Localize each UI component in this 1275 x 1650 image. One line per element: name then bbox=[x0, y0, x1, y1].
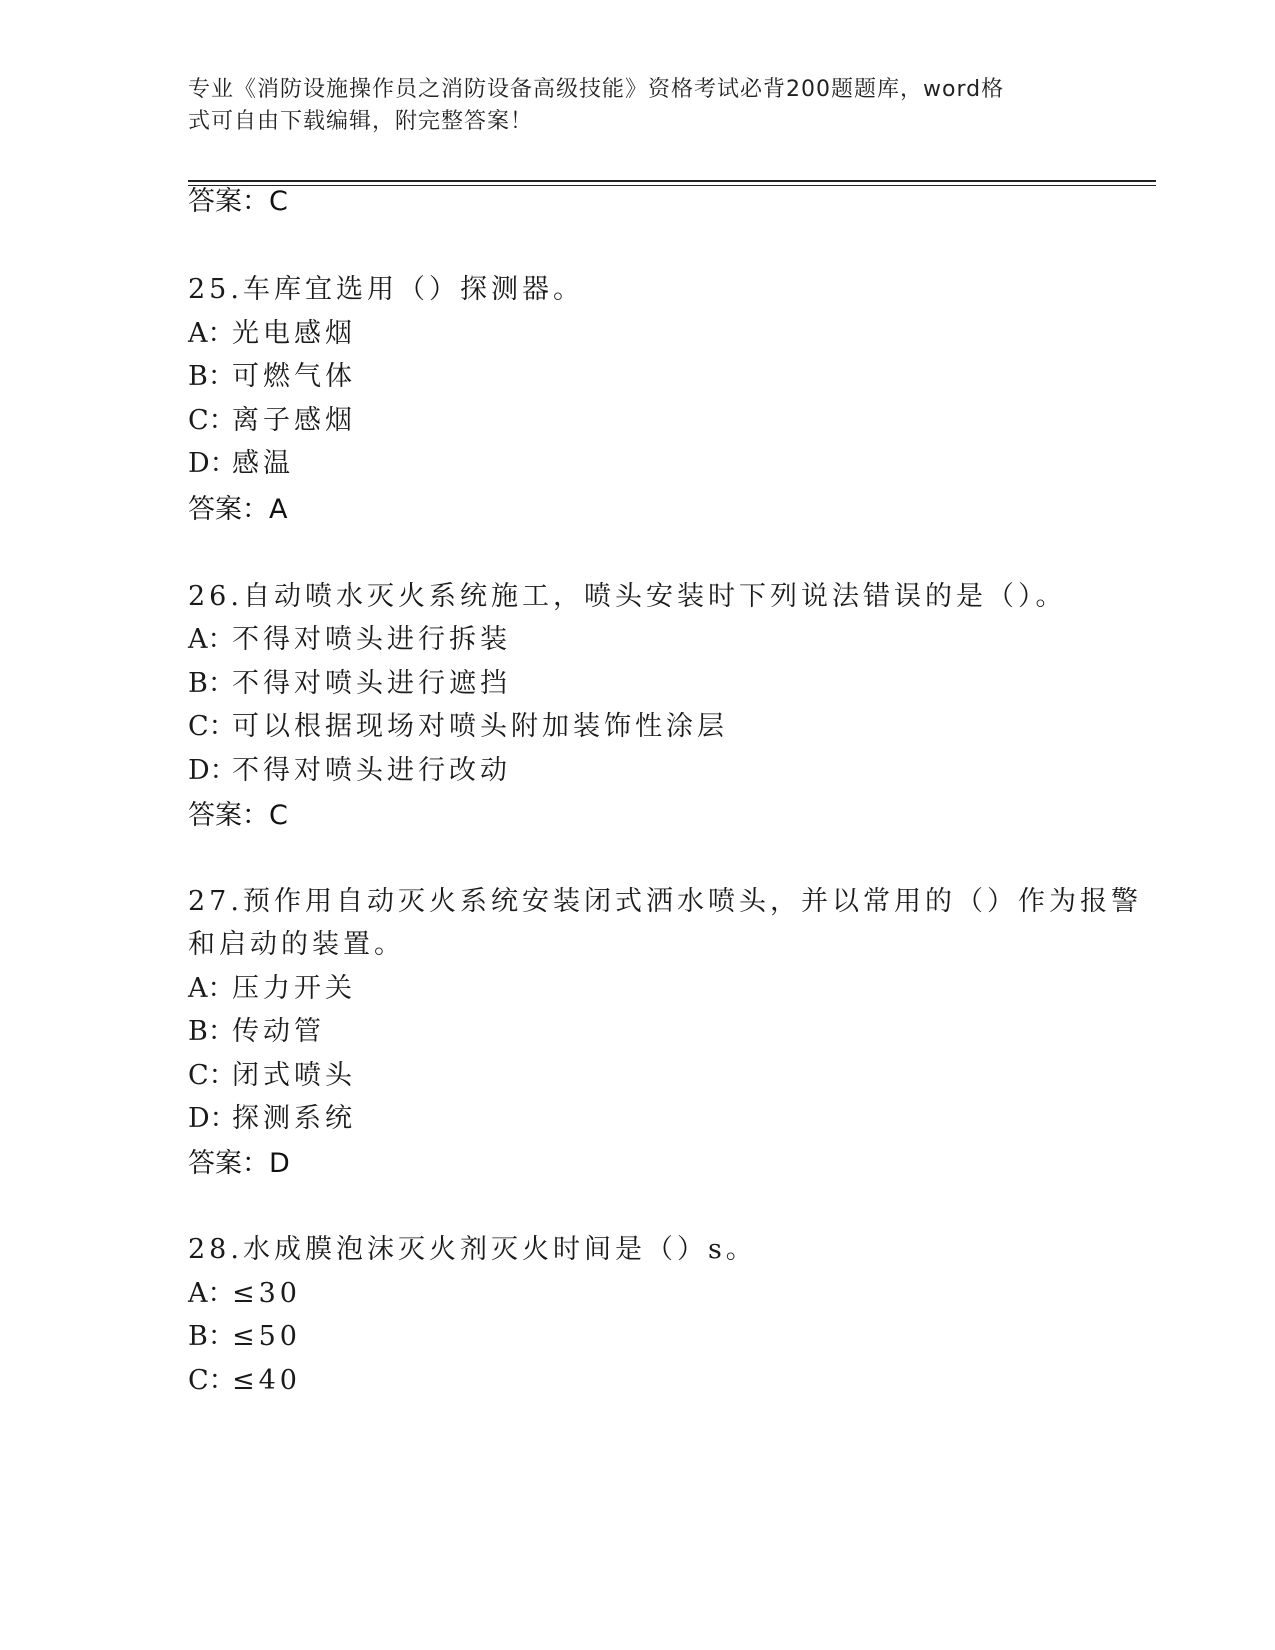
option-text: 传动管 bbox=[232, 1016, 325, 1047]
answer-27: 答案：D bbox=[188, 1148, 290, 1179]
question-26-option-c bbox=[188, 704, 728, 749]
question-27-option-b bbox=[188, 1009, 325, 1054]
option-label: D： bbox=[188, 448, 237, 479]
option-label: A： bbox=[188, 1278, 235, 1309]
option-text: 压力开关 bbox=[232, 973, 356, 1004]
question-26-option-b bbox=[188, 661, 511, 706]
question-28-text: 28.水成膜泡沫灭火剂灭火时间是（）s。 bbox=[188, 1234, 757, 1265]
question-28-option-b bbox=[188, 1314, 301, 1359]
option-label: C： bbox=[188, 1060, 236, 1091]
question-25-text: 25.车库宜选用（）探测器。 bbox=[188, 274, 584, 305]
option-text: ≤30 bbox=[232, 1278, 301, 1309]
option-text: 探测系统 bbox=[232, 1103, 356, 1134]
question-28-option-a bbox=[188, 1271, 301, 1316]
question-25-option-a bbox=[188, 311, 356, 356]
option-label: C： bbox=[188, 405, 236, 436]
option-text: 可燃气体 bbox=[232, 361, 356, 392]
option-label: A： bbox=[188, 973, 235, 1004]
option-text: ≤40 bbox=[232, 1365, 301, 1396]
document-header bbox=[188, 74, 1088, 138]
question-28-option-c bbox=[188, 1358, 301, 1403]
answer-25: 答案：A bbox=[188, 494, 288, 525]
question-25-option-b bbox=[188, 354, 356, 399]
option-label: B： bbox=[188, 1016, 235, 1047]
option-text: 可以根据现场对喷头附加装饰性涂层 bbox=[232, 711, 728, 742]
option-label: B： bbox=[188, 668, 235, 699]
header-line-2: 式可自由下载编辑，附完整答案！ bbox=[188, 109, 534, 134]
answer-24: 答案：C bbox=[188, 186, 288, 217]
option-label: A： bbox=[188, 318, 235, 349]
option-text: 不得对喷头进行改动 bbox=[232, 755, 511, 786]
question-27-option-c bbox=[188, 1053, 356, 1098]
question-27-text-line-2: 和启动的装置。 bbox=[188, 929, 405, 960]
question-27-option-a bbox=[188, 966, 356, 1011]
option-label: C： bbox=[188, 711, 236, 742]
option-text: ≤50 bbox=[232, 1321, 301, 1352]
option-text: 感温 bbox=[232, 448, 294, 479]
option-label: A： bbox=[188, 624, 235, 655]
option-label: B： bbox=[188, 361, 235, 392]
option-text: 闭式喷头 bbox=[232, 1060, 356, 1091]
question-26-text: 26.自动喷水灭火系统施工，喷头安装时下列说法错误的是（）。 bbox=[188, 581, 1067, 612]
answer-26: 答案：C bbox=[188, 800, 288, 831]
question-27-option-d bbox=[188, 1096, 356, 1141]
option-text: 离子感烟 bbox=[232, 405, 356, 436]
question-26-option-d bbox=[188, 748, 511, 793]
option-text: 光电感烟 bbox=[232, 318, 356, 349]
option-label: B： bbox=[188, 1321, 235, 1352]
header-rule-thick bbox=[188, 180, 1156, 182]
option-label: C： bbox=[188, 1365, 236, 1396]
question-26-option-a bbox=[188, 617, 511, 662]
header-line-1: 专业《消防设施操作员之消防设备高级技能》资格考试必背200题题库，word格 bbox=[188, 77, 1005, 102]
question-25-option-c bbox=[188, 398, 356, 443]
option-text: 不得对喷头进行拆装 bbox=[232, 624, 511, 655]
question-25-option-d bbox=[188, 441, 294, 486]
option-label: D： bbox=[188, 755, 237, 786]
header-rule-thin bbox=[188, 185, 1156, 186]
option-label: D： bbox=[188, 1103, 237, 1134]
option-text: 不得对喷头进行遮挡 bbox=[232, 668, 511, 699]
question-27-text-line-1: 27.预作用自动灭火系统安装闭式洒水喷头，并以常用的（）作为报警 bbox=[188, 886, 1142, 917]
